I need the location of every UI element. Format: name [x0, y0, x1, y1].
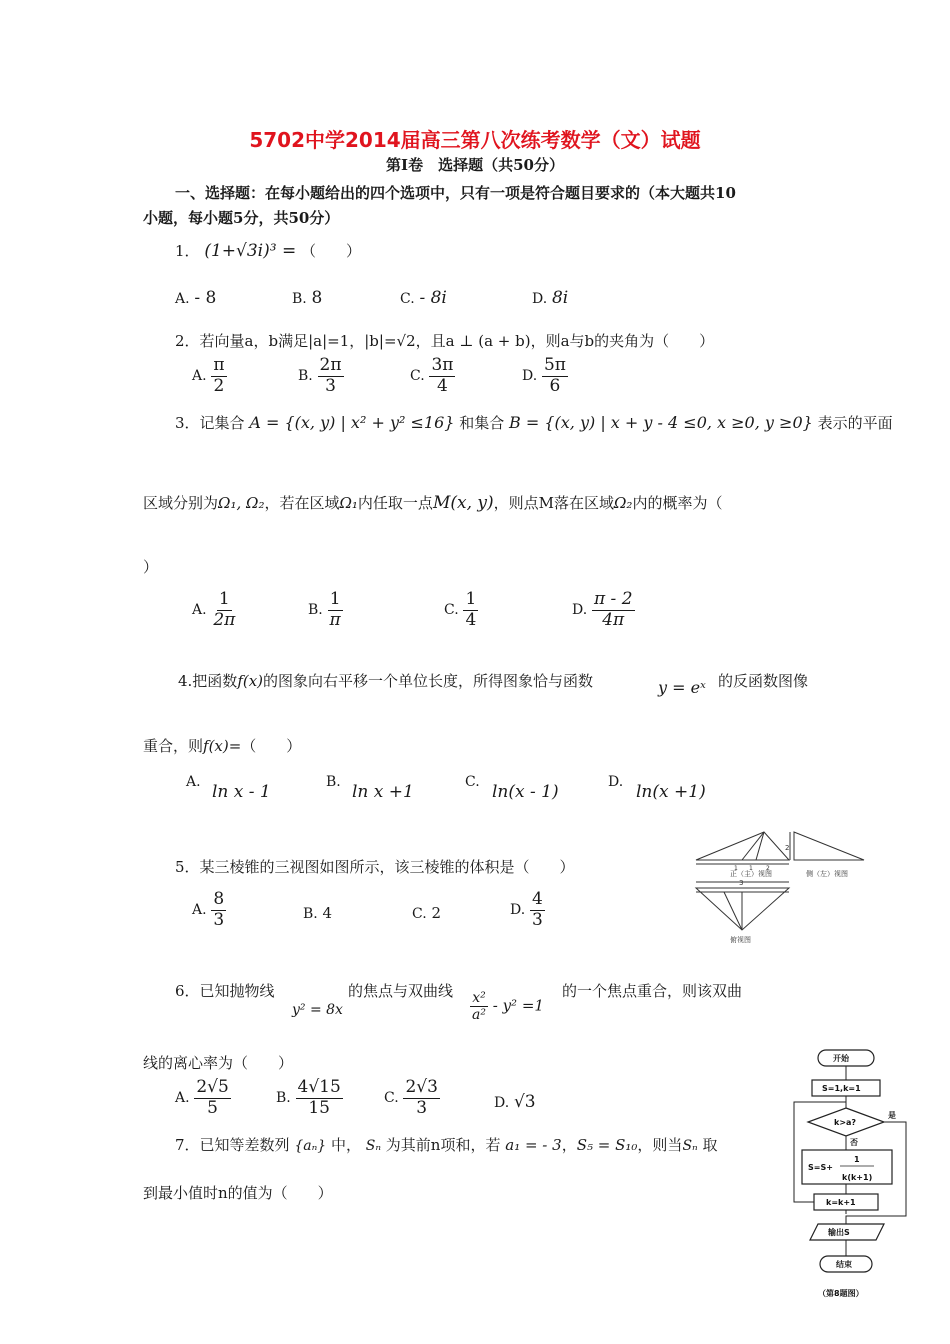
q4-option-c-value: ln(x - 1) [492, 782, 559, 802]
side-view-label: 侧（左）视图 [806, 870, 848, 878]
q3-set-b: B = {(x, y) | x + y - 4 ≤0, x ≥0, y ≥0} [509, 413, 813, 432]
dim-1b-label: 1 [749, 865, 753, 872]
q1-stem [175, 240, 361, 261]
q1-option-d: D. 8i [532, 288, 569, 308]
q3-option-b: B. $\frac{1}{\pi}$ [308, 589, 341, 630]
q4-stem-line1-end: 的反函数图像 [718, 672, 809, 690]
q7-sequence: {aₙ} [294, 1138, 327, 1154]
flowchart-start-label: 开始 [833, 1054, 849, 1063]
q5-option-d: D. $\frac{4}{3}$ [510, 889, 543, 930]
q4-function: y = eˣ [658, 678, 706, 697]
side-view-outline [794, 832, 864, 860]
exam-title: 5702中学2014届高三第八次练考数学（文）试题 [249, 128, 701, 152]
q3-option-d: D. $\frac{\pi - 2}{4\pi}$ [572, 589, 633, 630]
q1-option-b: B. 8 [292, 288, 323, 308]
flowchart-update-frac-den: k(k+1) [842, 1173, 873, 1182]
q6-stem-part3: 的一个焦点重合，则该双曲 [562, 982, 743, 1000]
q2-stem: 2．若向量a，b满足|a|=1，|b|=√2，且a ⊥ (a + b)，则a与b的夹角为（ ） [175, 332, 715, 350]
q3-stem-line2: 区域分别为Ω₁, Ω₂，若在区域Ω₁内任取一点M(x, y)，则点M落在区域Ω₂内的概率为（ [143, 493, 723, 513]
q5-option-a: A. $\frac{8}{3}$ [192, 889, 225, 930]
q1-blank: （ ） [300, 242, 361, 260]
dim-2b-label: 2 [766, 865, 770, 872]
q6-stem-line2: 线的离心率为（ ） [143, 1054, 294, 1072]
dim-height-label: 2 [785, 844, 790, 852]
top-view-label: 俯视图 [730, 936, 751, 944]
flowchart-condition-label: k>a? [834, 1118, 857, 1127]
q7-stem-line1: 7．已知等差数列 {aₙ} 中， Sₙ 为其前n项和，若 a₁ = - 3，S₅ = S₁₀，则当Sₙ 取 [175, 1136, 718, 1154]
front-view-outline [696, 832, 789, 860]
q3-stem-line1: 3．记集合 A = {(x, y) | x² + y² ≤16} 和集合 B = {(x, y) | x + y - 4 ≤0, x ≥0, y ≥0} 表示的平面 [175, 413, 893, 432]
section-intro-line2: 小题，每小题5分，共50分） [143, 209, 340, 227]
flowchart-output-label: 输出S [828, 1228, 850, 1237]
section-subtitle: 第Ⅰ卷 选择题（共50分） [386, 156, 564, 174]
q2-option-b: B. $\frac{2\pi}{3}$ [298, 355, 342, 396]
q5-stem: 5．某三棱锥的三视图如图所示，该三棱锥的体积是（ ） [175, 858, 575, 876]
q2-option-c: C. $\frac{3\pi}{4}$ [410, 355, 454, 396]
q4-option-a: A. [186, 774, 201, 790]
q3-stem-line3: ） [143, 558, 159, 576]
q4-option-d-value: ln(x +1) [636, 782, 706, 802]
q4-option-d: D. [608, 774, 624, 790]
flowchart-update-frac-num: 1 [854, 1155, 860, 1164]
q3-option-a: A. $\frac{1}{2\pi}$ [192, 589, 236, 630]
flowchart-yes-label: 是 [888, 1111, 896, 1120]
q6-stem-part1: 6．已知抛物线 [175, 982, 275, 1000]
q6-option-c: C. $\frac{2√3}{3}$ [384, 1077, 438, 1118]
q1-expression: (1+√3i)³ = [204, 241, 297, 261]
q4-option-b: B. [326, 774, 341, 790]
q6-option-a: A. $\frac{2√5}{5}$ [175, 1077, 229, 1118]
q2-option-a: A. $\frac{\pi}{2}$ [192, 355, 225, 396]
dim-width-label: 3 [739, 879, 744, 887]
q5-option-c: C. 2 [412, 904, 441, 922]
q6-parabola: y² = 8x [292, 1002, 343, 1018]
flowchart-caption: （第8题图） [818, 1289, 864, 1298]
flowchart-init-label: S=1,k=1 [822, 1084, 861, 1093]
q6-stem-part2: 的焦点与双曲线 [348, 982, 454, 1000]
q4-option-a-value: ln x - 1 [212, 782, 271, 802]
q2-option-d: D. $\frac{5\pi}{6}$ [522, 355, 566, 396]
flowchart-increment-label: k=k+1 [826, 1198, 856, 1207]
q3-set-a: A = {(x, y) | x² + y² ≤16} [249, 413, 455, 432]
flowchart-end-label: 结束 [836, 1260, 852, 1269]
three-view-figure [694, 830, 874, 950]
q4-stem-line1: 4.把函数f(x)的图象向右平移一个单位长度，所得图象恰与函数 [178, 672, 594, 690]
front-view-label: 正（主）视图 [730, 870, 772, 878]
q6-option-d: D. √3 [494, 1092, 536, 1112]
flowchart-figure [788, 1044, 924, 1312]
dim-1a-label: 1 [734, 865, 738, 872]
q1-option-a: A. - 8 [175, 288, 217, 308]
flowchart-update-label: S=S+ [808, 1163, 833, 1172]
q6-option-b: B. $\frac{4√15}{15}$ [276, 1077, 341, 1118]
q4-option-c: C. [465, 774, 480, 790]
q5-option-b: B. 4 [303, 904, 333, 922]
q4-stem-line2: 重合，则f(x)=（ ） [143, 737, 302, 755]
flowchart-no-label: 否 [850, 1138, 858, 1147]
q1-option-c: C. - 8i [400, 288, 447, 308]
q7-stem-line2: 到最小值时n的值为（ ） [143, 1184, 333, 1202]
q6-hyperbola: $\frac{\text{x²}}{\text{a²}}$ - y² =1 [472, 990, 544, 1024]
q4-option-b-value: ln x +1 [352, 782, 414, 802]
q1-number: 1． [175, 242, 200, 260]
section-intro-line1: 一、选择题：在每小题给出的四个选项中，只有一项是符合题目要求的（本大题共10 [175, 184, 736, 202]
q3-option-c: C. $\frac{1}{4}$ [444, 589, 477, 630]
